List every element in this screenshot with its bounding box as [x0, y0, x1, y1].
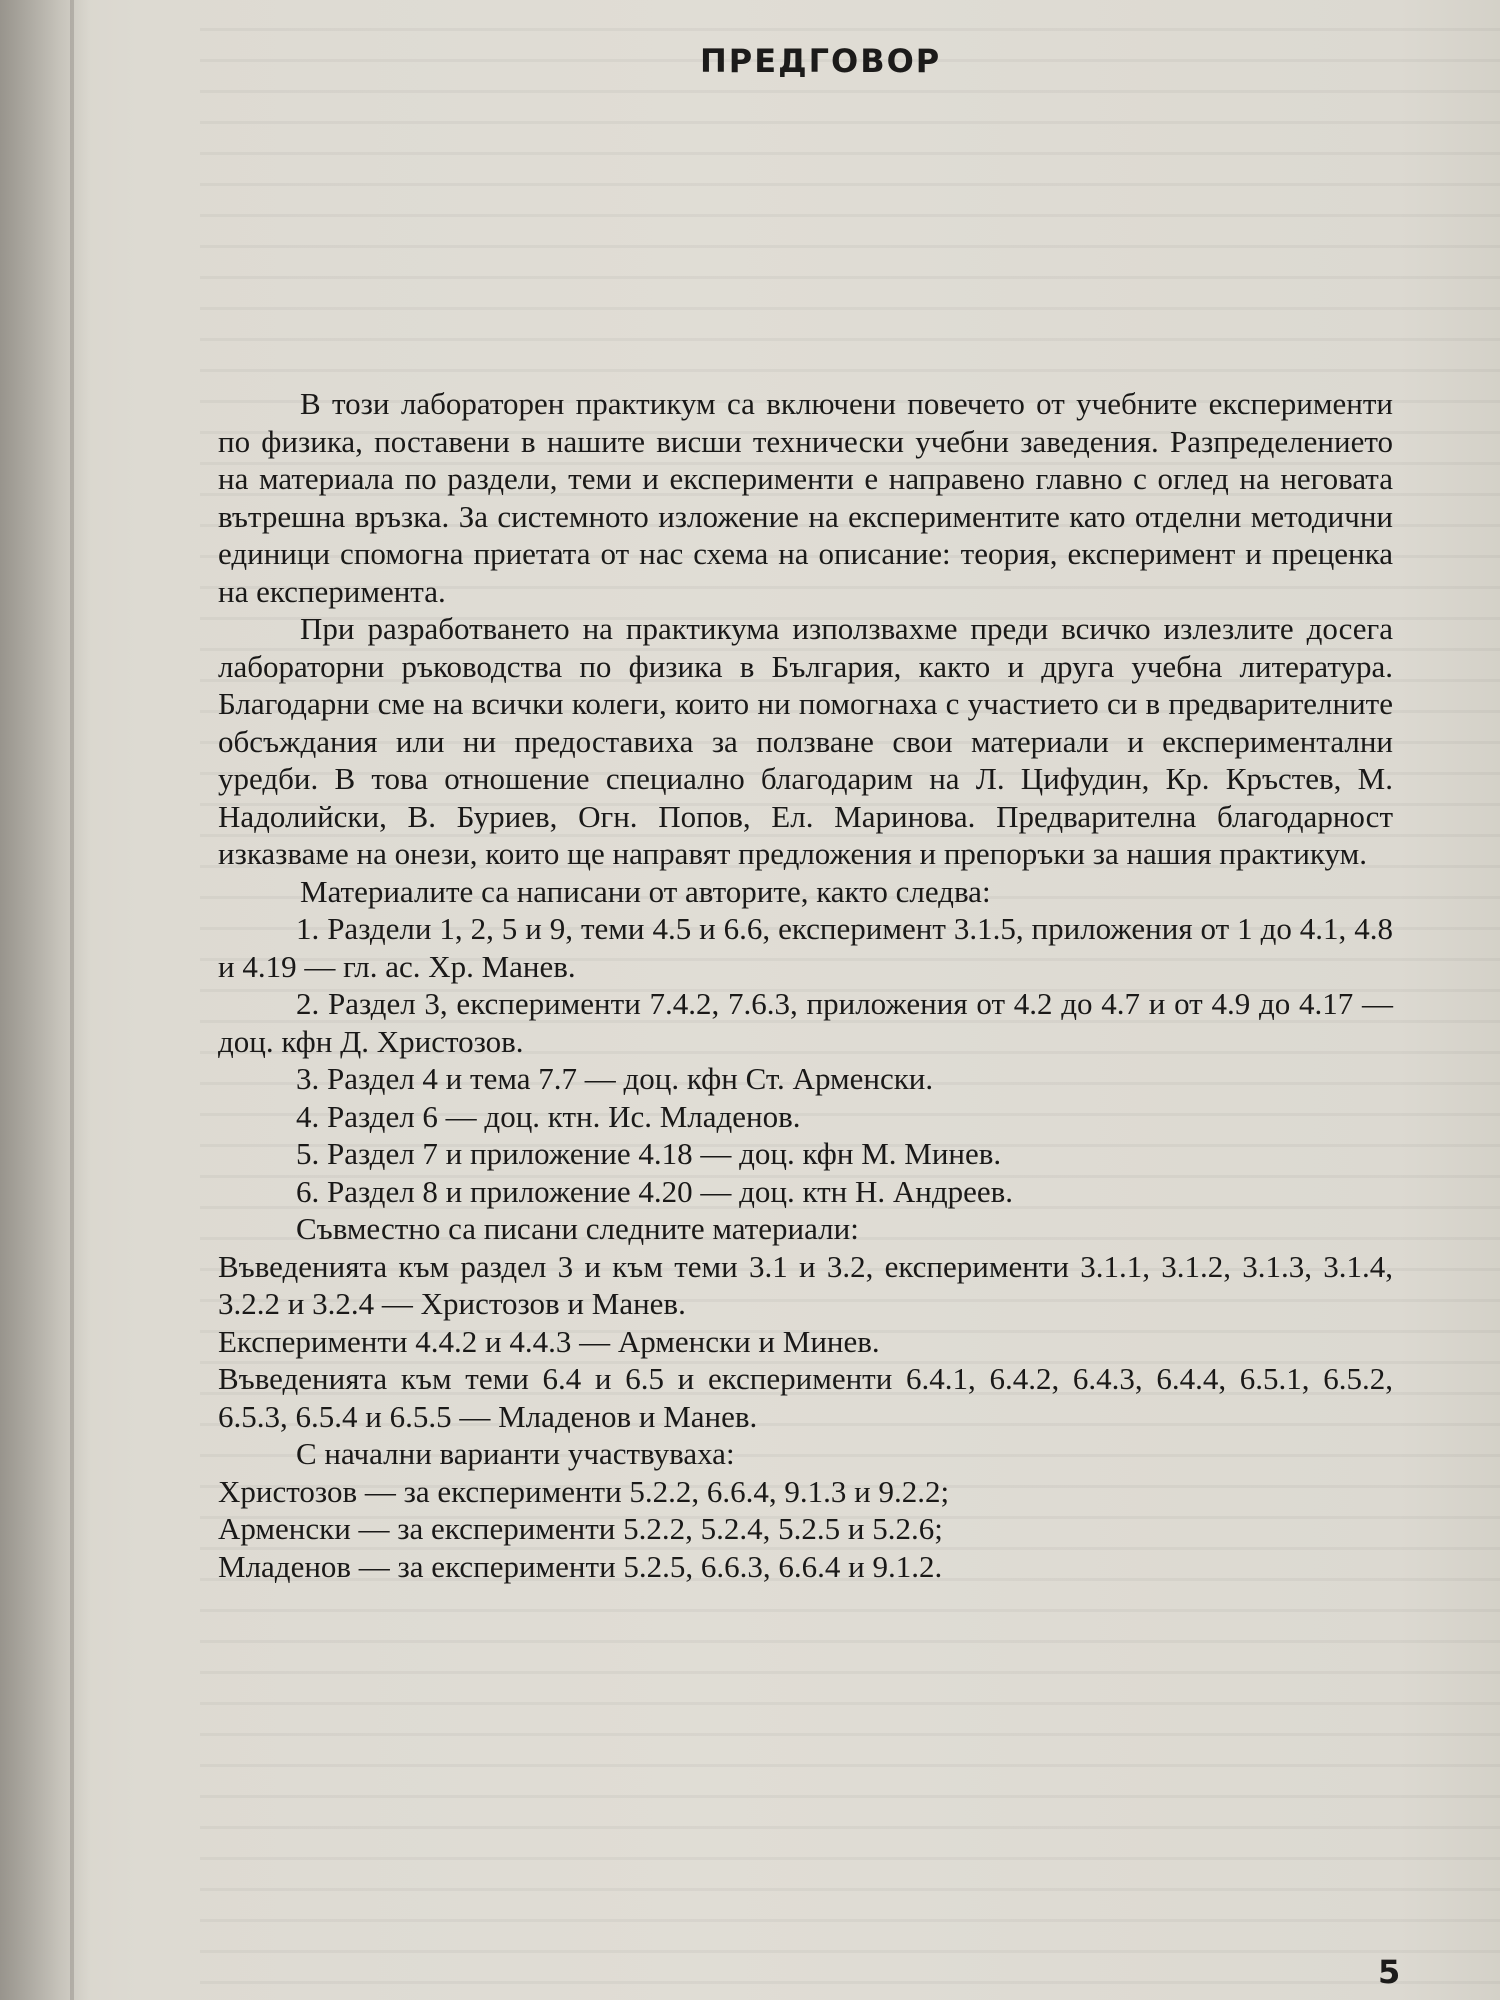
body-text	[218, 385, 1393, 1585]
paragraph: 3. Раздел 4 и тема 7.7 — доц. кфн Ст. Арменски.	[296, 1061, 934, 1096]
paragraph: 5. Раздел 7 и приложение 4.18 — доц. кфн М. Минев.	[296, 1136, 1002, 1171]
paragraph: При разработването на практикума използвахме преди всичко излезлите досега лабораторни ръководства по физика в България, както и друга учебна литература. Благодарни сме на всички колеги, които ни помогнаха с участието си в предварителните обсъждания или ни предоставиха за ползване свои материали и експериментални уредби. В това отношение специално благодарим на Л. Цифудин, Кр. Кръстев, М. Надолийски, В. Буриев, Огн. Попов, Ел. Маринова. Предварителна благодарност изказваме на онези, които ще направят предложения и препоръки за нашия практикум.	[218, 611, 1393, 871]
paragraph: Съвместно са писани следните материали:	[296, 1211, 859, 1246]
paragraph: Въведенията към раздел 3 и към теми 3.1 и 3.2, експерименти 3.1.1, 3.1.2, 3.1.3, 3.1.4, 3.2.2 и 3.2.4 — Христозов и Манев.	[218, 1248, 1393, 1321]
paragraph: 2. Раздел 3, експерименти 7.4.2, 7.6.3, приложения от 4.2 до 4.7 и от 4.9 до 4.17 — доц. кфн Д. Христозов.	[218, 986, 1393, 1059]
paragraph: Материалите са написани от авторите, както следва:	[300, 873, 991, 909]
paragraph: 4. Раздел 6 — доц. ктн. Ис. Младенов.	[296, 1098, 801, 1134]
paragraph: Експерименти 4.4.2 и 4.4.3 — Арменски и Минев.	[218, 1323, 880, 1359]
paragraph: С начални варианти участвуваха:	[296, 1436, 735, 1471]
page-title: ПРЕДГОВОР	[700, 42, 942, 80]
book-binding	[70, 0, 74, 2000]
paragraph: Въведенията към теми 6.4 и 6.5 и експерименти 6.4.1, 6.4.2, 6.4.3, 6.4.4, 6.5.1, 6.5.2, 6.5.3, 6.5.4 и 6.5.5 — Младенов и Манев.	[218, 1361, 1393, 1434]
paragraph: Христозов — за експерименти 5.2.2, 6.6.4, 9.1.3 и 9.2.2;	[218, 1473, 950, 1509]
paragraph: 1. Раздели 1, 2, 5 и 9, теми 4.5 и 6.6, експеримент 3.1.5, приложения от 1 до 4.1, 4.8 и 4.19 — гл. ас. Хр. Манев.	[218, 911, 1393, 984]
paragraph: Арменски — за експерименти 5.2.2, 5.2.4, 5.2.5 и 5.2.6;	[218, 1511, 943, 1546]
page-number: 5	[1378, 1953, 1401, 1991]
gutter-shadow	[0, 0, 90, 2000]
paragraph: В този лабораторен практикум са включени повечето от учебните експерименти по физика, поставени в нашите висши технически учебни заведения. Разпределението на материала по раздели, теми и експерименти е направено главно с оглед на неговата вътрешна връзка. За системното изложение на експериментите като отделни методични единици спомогна приетата от нас схема на описание: теория, експеримент и преценка на експеримента.	[218, 386, 1393, 609]
paragraph: 6. Раздел 8 и приложение 4.20 — доц. ктн Н. Андреев.	[296, 1173, 1014, 1209]
paragraph: Младенов — за експерименти 5.2.5, 6.6.3, 6.6.4 и 9.1.2.	[218, 1548, 943, 1584]
